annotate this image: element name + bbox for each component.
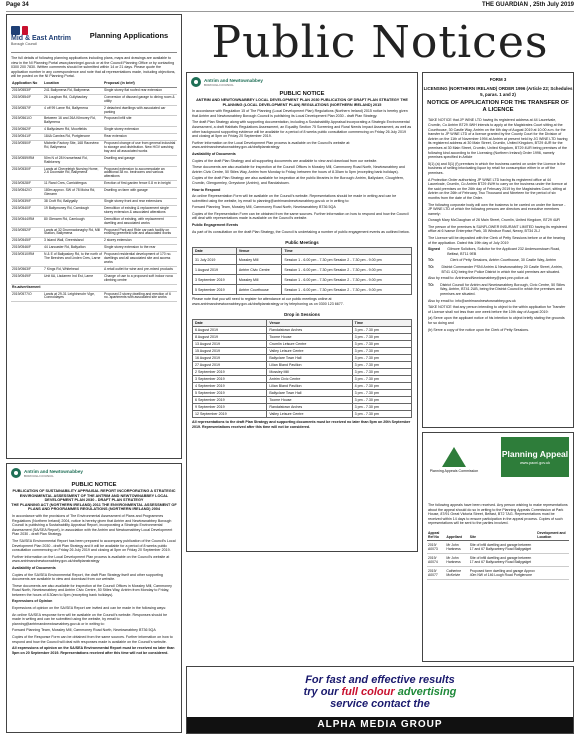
column-header: Site — [469, 530, 536, 541]
table-cell — [536, 553, 569, 566]
sea-logo-sub: BOROUGH COUNCIL — [24, 473, 54, 478]
table-cell: 31 July 2019 — [193, 255, 237, 265]
recipient-2 — [428, 265, 568, 274]
table-cell: 2019/0544/RM — [11, 216, 43, 227]
table-row — [193, 362, 412, 369]
ldp-body — [187, 107, 417, 238]
meetings-title: Public Meetings — [285, 240, 319, 246]
table-cell: Antrim Civic Centre — [267, 376, 352, 383]
table-cell: 2019/0528/F — [11, 181, 43, 188]
right-column — [186, 14, 574, 735]
table-cell: Rear extension — [103, 134, 177, 141]
table-cell: Ballyclare Town Hall — [267, 355, 352, 362]
table-row — [193, 369, 412, 376]
table-cell: 2 detached dwellings with associated car parking — [103, 105, 177, 116]
sea-p1: In accordance with the provisions of The Environmental Assessment of Plans and Programmes Regulations (Northern Ireland) 2004, notice is hereby given that Antrim and Newtownabbey Borough Council is publishing a Sustainability Appraisal Report, incorporating a Strategic Environmental Assessment (SA/SEA Report), in association with the Antrim and Newtownabbey Local Development Plan 2030 - draft Plan Strategy. — [12, 513, 173, 537]
table-row — [11, 188, 177, 199]
column-header: Appeal Ref No — [427, 530, 445, 541]
table-cell: Proposed change of use from general industrial to storage and distribution. New HGV washing bay and all associated works — [103, 141, 177, 156]
table-cell: 16 August 2019 — [193, 355, 267, 362]
table-cell: 180m approx. SW of 78 Moira Rd, Glenarm — [43, 188, 103, 199]
table-cell: 2019/0545/F — [11, 238, 43, 245]
table-cell: Dwelling on farm with garage — [103, 188, 177, 199]
table-cell: Valley Leisure Centre — [267, 348, 352, 355]
signature-block — [428, 247, 568, 256]
licence-p6: The person of the premises is SUNFLOWER INSURANT LIMITED having its registered office at 6 Ivanse Enterprise Park, 35 Windsor Road, Newry, BT34 2LJ — [428, 224, 567, 234]
table-cell: Site of infill dwelling and garage between 17 and 67 Ballycarbery Road Ballygalget — [469, 540, 536, 553]
table-cell: Antrim Civic Centre — [236, 265, 282, 275]
table-cell: Between 16 and 26A Kilmorey Rd, Ballymena — [43, 116, 103, 127]
column-header: Time — [282, 248, 412, 255]
ldp-notice-box — [186, 72, 418, 552]
ldp-p3: Further information on the Local Development Plan process is available on the Council's website at: www.antrimandnewtownabbey.gov.uk/draftplanstrategy — [192, 140, 351, 150]
ldp-closing — [187, 418, 417, 433]
licence-title: NOTICE OF APPLICATION FOR THE TRANSFER OF A LICENCE — [427, 100, 569, 113]
table-row — [193, 411, 412, 418]
table-cell: 2019/0540/F — [11, 205, 43, 216]
table-cell: 3 pm - 7.30 pm — [352, 362, 411, 369]
table-cell: 3 pm - 7.30 pm — [352, 341, 411, 348]
sea-h2: Expressions of Opinion — [12, 599, 53, 604]
table-cell: Lands at Cheveleigh Nursing Home, 2-6 Doonside Rd, Ballymena — [43, 166, 103, 181]
column-header: Application No — [11, 81, 43, 87]
table-cell: Conversion of disused garage to dining room & utility — [103, 94, 177, 105]
table-row — [11, 134, 177, 141]
licence-p12: (b) Serve a copy of the notice upon the Clerk of Petty Sessions. — [428, 327, 530, 332]
table-cell: 3 pm - 7.30 pm — [352, 404, 411, 411]
table-cell: 2019/0542/O — [11, 188, 43, 199]
mea-council-sub: Borough Council — [11, 41, 37, 46]
sea-p8: Forward Planning Team, Mossley Mill, Carnmoney Road North, Newtownabbey BT36 5QA — [12, 628, 156, 633]
table-cell: 5 September 2019 — [193, 390, 267, 397]
advert-brand-bar: ALPHA MEDIA GROUP — [187, 717, 573, 733]
sea-p6: Expressions of opinion on the SA/SEA Report are invited and can be made in the following ways: — [12, 606, 167, 611]
table-cell: 2019/ A0073 — [427, 540, 445, 553]
re-advert-label: Re-advertisement — [11, 284, 177, 291]
sig3-label: TO: — [428, 265, 435, 270]
table-cell: Toome House — [267, 397, 352, 404]
licence-form: FORM 3 — [489, 77, 507, 82]
ldp-p12: All representations to the draft Plan Strategy and supporting documents must be received no later than 5pm on 20th September 2019. Representations received after this time will not be considered. — [192, 420, 411, 430]
pac-notice-box — [422, 432, 574, 662]
table-cell: Single storey extension to the rear — [103, 245, 177, 252]
table-row — [193, 355, 412, 362]
table-cell: Demolition of existing & replacement single storey extension & associated alterations — [103, 205, 177, 216]
licence-p5: Oonagh Mary McClaughan of 26 Main Street, Crumlin, United Kingdom, BT29 4UR — [428, 218, 561, 223]
table-row — [193, 275, 412, 285]
column-header: Development and Location — [536, 530, 569, 541]
table-row — [11, 205, 177, 216]
ldp-h2: How to Respond — [192, 187, 221, 192]
table-row — [193, 383, 412, 390]
table-cell: 2 storey extension — [103, 238, 177, 245]
page-header — [6, 2, 574, 12]
sea-subtitle: PUBLICATION OF SUSTAINABILITY APPRAISAL REPORT INCORPORATING A STRATEGIC ENVIRONMENTAL ASSESSMENT OF THE ANTRIM AND NEWTOWNABBEY LOCAL DEVELOPMENT PLAN 2030 - DRAFT PLAN STRATEGY — [12, 489, 176, 503]
table-row — [11, 155, 177, 166]
pac-badge-url: www.pacni.gov.uk — [519, 460, 551, 465]
table-cell: 2019/0552/F — [11, 227, 43, 238]
column-header: Location — [43, 81, 103, 87]
table-cell: 2019/0554/F — [11, 94, 43, 105]
table-cell: 2019/0550/F — [11, 141, 43, 156]
table-cell: 2019/0510/RM — [11, 252, 43, 267]
drop-title: Drop in Sessions — [284, 312, 320, 318]
table-cell: 241 Ballymena Rd, Ballymena — [43, 87, 103, 94]
sig1-value: Gilmore Solicitors, Solicitor for the Applicant 232 Andersonstown Road, Belfast, BT11 9EB — [447, 247, 561, 256]
table-cell: 13 August 2019 — [193, 341, 267, 348]
table-cell: Lands at 29-31 Leighinmohr Vlge, Connoldayes — [43, 291, 103, 302]
table-cell: 3 pm - 7.30 pm — [352, 369, 411, 376]
table-cell — [536, 566, 569, 579]
table-cell: 2019/0530/F — [11, 166, 43, 181]
table-row — [11, 105, 177, 116]
ldp-p1: In accordance with Regulation 15 of The Planning (Local Development Plan) Regulations (Northern Ireland) 2015 notice is hereby given that Antrim and Newtownabbey Borough Council is publishing its Local Development Plan 2030 - draft Plan Strategy. — [192, 109, 408, 118]
table-cell: 9 September 2019 — [193, 404, 267, 411]
table-cell: Michelin Factory Site, 168 Raceview Rd, Ballymena — [43, 141, 103, 156]
advert-line-3: service contact the — [330, 698, 430, 710]
table-cell: Session 1 - 6.00 pm - 7.30 pm Session 2 - 7.30 pm - 9.00 pm — [282, 275, 412, 285]
table-cell: 1 August 2019 — [193, 265, 237, 275]
table-cell: Proposed Park and Ride car park facility on existing greenfield site and associated works — [103, 227, 177, 238]
sig4-label: TO: — [428, 282, 435, 287]
table-row — [193, 334, 412, 341]
table-cell: 3 Island Wall, Greenisland — [43, 238, 103, 245]
table-row — [193, 265, 412, 275]
table-row — [11, 273, 177, 284]
column-header: Date — [193, 320, 267, 327]
pac-logo — [427, 447, 481, 473]
table-row — [11, 181, 177, 188]
table-cell: A retail outlet for wine and pre-mixed products — [103, 266, 177, 273]
ldp-p2: The draft Plan Strategy along with supporting documentation, including a Sustainability Appraisal incorporating a Strategic Environmental Assessment, a draft Habitats Regulations Assessment, an Equality Section 75 Screening and Rural Needs Impact Assessment, as well as other background supporting evidence will be available for a period of 8 weeks public consultation commencing on Friday 26 July 2019 and closing at 5pm on Friday 20 September 2019. — [192, 120, 412, 139]
sea-logo-name: Antrim and Newtownabbey — [24, 468, 83, 474]
table-cell: Mossley Mill — [236, 255, 282, 265]
table-cell: Erection of first garden fence 0.8 m in height — [103, 181, 177, 188]
table-cell: 44 Lancaster Rd, Ballyalton — [43, 245, 103, 252]
ldp-logo — [187, 73, 417, 89]
table-cell: Antrim Courthouse — [236, 285, 282, 295]
table-cell — [536, 540, 569, 553]
ldp-p6: Copies of the draft Plan Strategy are also available for inspection at the public libraries in the Borough: Antrim, Ballyclare, Cloughfern, Crumlin, Glengormley, Greystone (Antrim), and Randalstown. — [192, 176, 404, 185]
table-cell: Randalstown Arches — [267, 327, 352, 334]
column-header: Time — [352, 320, 411, 327]
licence-p11: (a) Serve upon the applicant notice of his intention to object briefly stating the grounds for so doing and — [428, 316, 565, 325]
pac-intro: The following appeals have been received. Any person wishing to make representations about the appeal should do so in writing to the Planning Appeals Commission at Park House, 87/91 Great Victoria Street, Belfast, BT2 7AG. Representations must be received within 14 days to ensure participation in the appeal process. Copies of such representations will be sent to the parties involved. — [428, 503, 568, 526]
table-cell: 50m N of 28 Knowehead Rd, Rathkenny — [43, 155, 103, 166]
table-row — [11, 199, 177, 206]
sea-p2: The SA/SEA Environmental Report has been prepared to accompany publication of the Council's Local Development Plan 2030 - draft Plan Strategy and it will be available for a period of 8 weeks public consultation commencing on Friday 26 July 2019 and closing at 5pm on Friday 20 September 2019. — [12, 538, 176, 553]
advert-line-2b: full colour — [341, 686, 395, 698]
table-cell: 2019/ A0077 — [427, 566, 445, 579]
table-cell: 2 September 2019 — [193, 369, 267, 376]
sea-h1: Availability of Documents — [12, 565, 56, 570]
table-cell: 12 September 2019 — [193, 411, 267, 418]
table-row — [193, 404, 412, 411]
table-cell: 2019/0546/F — [11, 245, 43, 252]
recipient-3 — [428, 283, 568, 297]
table-cell: 4 Ballyclaven Rd, Moorfields — [43, 127, 103, 134]
table-cell: 2019/0541/F — [11, 134, 43, 141]
table-cell: 5 September 2019 — [193, 285, 237, 295]
sig2-value: Clerk of Petty Sessions, Antrim Courthouse, 30 Castle Way, Antrim — [450, 258, 557, 263]
sea-notice-box — [6, 463, 182, 733]
table-cell: 2019/ A0074 — [427, 553, 445, 566]
table-cell: Crumlin Leisure Centre — [267, 341, 352, 348]
table-row — [193, 285, 412, 295]
table-cell: Proposed 2 storey dwelling and erection of 6 no. apartments with associated site works — [103, 291, 177, 302]
sig3-value: District Commander PSNI Antrim & Newtownabbey 20 Castle Street, Antrim, BT41 4JQ being the Police District in which the said premises are situated. — [441, 265, 563, 274]
ldp-logo-name: Antrim and Newtownabbey — [204, 77, 263, 83]
table-cell: Change of use to a proposed soft indoor nova climbing centre — [103, 273, 177, 284]
table-row — [11, 252, 177, 267]
drop-table — [192, 319, 412, 418]
advert-line-2 — [304, 686, 457, 698]
licence-p10: TAKE NOTICE that any person intending to object to the within application for Transfer of Licence shall not less than one week before the 10th day of August 2019: — [428, 305, 566, 314]
table-cell: 2019/0549/F — [11, 273, 43, 284]
table-row — [193, 376, 412, 383]
paper-date: THE GUARDIAN , 25th July 2019 — [481, 2, 574, 8]
table-cell: 27 August 2019 — [193, 362, 267, 369]
ldp-subtitle: ANTRIM AND NEWTOWNABBEY LOCAL DEVELOPMENT PLAN 2030 PUBLICATION OF DRAFT PLAN STRATEGY THE PLANNING (LOCAL DEVELOPMENT PLAN) REGULATIONS (NORTHERN IRELAND) 2015 — [196, 98, 408, 107]
ldp-logo-sub: BOROUGH COUNCIL — [204, 82, 234, 87]
recipient-1 — [428, 258, 568, 263]
sea-p3: Further information on the Local Development Plan process is available on the Council's website at www.antrimandnewtownabbey.gov.uk/draftplanstrategy — [12, 554, 170, 564]
pac-logo-icon — [442, 447, 466, 467]
table-cell: 3 September 2019 — [193, 376, 267, 383]
table-row — [11, 227, 177, 238]
public-notices-heading: Public Notices — [211, 17, 549, 68]
table-row — [11, 87, 177, 94]
table-cell: 2019/0577/O — [11, 291, 43, 302]
sea-body — [7, 512, 181, 659]
table-cell: 4 pm - 7.30 pm — [352, 383, 411, 390]
mea-intro: The full details of following planning applications including plans, maps and drawings are available to view in the NI Planning Portal www.planningni.gov.uk or at the Council Planning Office or by contacting 0300 200 7830. Written comments should be submitted within 14 or 21 days. Please quote the application number in any correspondence and note that all representations made, including objections, will be posted on the NI Planning Portal. — [11, 56, 176, 79]
table-cell: 8 August 2019 — [193, 334, 267, 341]
table-cell: 3 pm - 7.30 pm — [352, 376, 411, 383]
ldp-p8: Forward Planning Team, Mossley Mill, Carnmoney Road North, Newtownabbey BT36 5QA — [192, 205, 336, 210]
mea-council-name: Mid & East Antrim — [11, 34, 72, 42]
pac-badge — [501, 437, 569, 477]
table-row — [193, 390, 412, 397]
table-cell: Catherine McKelvie — [445, 566, 468, 579]
advert-line-2c: advertising — [394, 686, 457, 698]
re-advert-heading — [11, 284, 177, 291]
licence-order: LICENSING (NORTHERN IRELAND) ORDER 1996 (Article 22; Schedules 5, paras. 1 and 2) — [423, 86, 573, 97]
table-cell: Proposed extension to accommodate an additional 38 no. bedrooms and various alterations — [103, 166, 177, 181]
ldp-p5: These documents are also available for inspection at the Council Offices in Mossley Mill, Carnmoney Road North, Newtownabbey and Antrim Civic Centre, 50 Stiles Way, Antrim from Monday to Friday, between the hours of 8.30am to 5pm (excepting bank holidays). — [192, 165, 405, 174]
sea-title: PUBLIC NOTICE — [71, 482, 117, 488]
ldp-h3: Public Engagement Events — [192, 223, 239, 228]
table-cell: 15 August 2019 — [193, 348, 267, 355]
table-cell: Demolition of existing, with replacement dwelling and associated works — [103, 216, 177, 227]
column-header: Appellant — [445, 530, 468, 541]
table-cell: Proposed farm dwelling and garage Approx 40m NW of 146 Lough Road Portglenone — [469, 566, 536, 579]
table-cell: N & E of Ballyaskey Rd, to the north of The Beeches and Linden Cres, Larne — [43, 252, 103, 267]
licence-p4: The following corporate body will own the business to be carried on under the licence - JP WINE LTD of which the following persons are directors and executive members namely: — [428, 202, 566, 216]
licence-p1: TAKE NOTICE that JP WINE LTD having its registered address at 44 Laurelvale, Crumlin, Co Antrim BT29 4WH intends to apply at the Magistrates Court sitting at the Courthouse, 30 Castle Way, Antrim on the 6th day of August 2019 at 10.00 a.m. for the transfer to JP WINE LTD of a licence granted by the County Court for the Division of Antrim on the 11th of November 1994 at Antrim at present held by JG WINE LTD having its registered address at 30 Main Street, Crumlin, United Kingdom, BT29 4UR for the premises at 30 Main Street, Crumlin, United Kingdom, BT29 4UR being premises of the following kind according to the Licensing (Northern Ireland) Order 1996, namely premises specified in Article — [428, 118, 568, 160]
pac-name: Planning Appeals Commission — [429, 469, 479, 473]
sig4-value: District Council for Antrim and Newtownabbey Borough, Civic Centre, 50 Stiles Way, Antrim, BT41 2UB, being the District Council in which the premises and premises are situated. — [440, 282, 565, 296]
table-row — [427, 566, 569, 579]
table-cell: Proposed infill site — [103, 116, 177, 127]
mea-header — [11, 19, 177, 53]
table-row — [11, 291, 177, 302]
table-row — [427, 540, 569, 553]
table-cell: 6 August 2019 — [193, 327, 267, 334]
table-cell: Single storey front and rear extensions — [103, 199, 177, 206]
table-cell: 3 pm - 7.30 pm — [352, 355, 411, 362]
sig1-label: Signed — [428, 247, 440, 252]
table-cell: 26 Loughan Rd, Cullybackey — [43, 94, 103, 105]
table-row — [11, 216, 177, 227]
sea-subtitle-2: THE PLANNING ACT (NORTHERN IRELAND) 2011 THE ENVIRONMENTAL ASSESSMENT OF PLANS AND PROGRAMMES REGULATIONS (NORTHERN IRELAND) 2004 — [11, 502, 177, 512]
table-cell: Site of infill dwelling and garage between 17 and 67 Ballycarbery Road Ballygalget — [469, 553, 536, 566]
table-cell: Toome House — [267, 334, 352, 341]
table-cell: Mossley Mill — [236, 275, 282, 285]
table-cell: 4 September 2019 — [193, 383, 267, 390]
ldp-p9: Copies of the Representation Form can be obtained from the same sources. Further information on how to respond and how the Council will deal with representations made is available on the Council's website. — [192, 211, 409, 221]
council-logo-icon — [191, 77, 201, 87]
table-cell: 184A Carnlea Rd, Portglenone — [43, 134, 103, 141]
mea-table — [11, 81, 177, 302]
table-row — [11, 238, 177, 245]
column-header: Venue — [236, 248, 282, 255]
table-cell: Randalstown Arches — [267, 404, 352, 411]
table-cell: 6 September 2019 — [193, 397, 267, 404]
pac-table — [427, 530, 569, 580]
table-cell: 4 off 99 Larne Rd, Ballymena — [43, 105, 103, 116]
column-header: Proposal (in brief) — [103, 81, 177, 87]
mea-logo — [11, 26, 81, 46]
table-cell: 2019/0561/O — [11, 116, 43, 127]
table-cell: Proposed residential development of 170 no. dwellings and all associated site and access works — [103, 252, 177, 267]
table-row — [11, 127, 177, 134]
table-cell: Single storey flat roofed rear extension — [103, 87, 177, 94]
meetings-table — [192, 247, 412, 295]
sea-p7: An online SA/SEA response form will be available on the Council's website. Responses should be made in writing and can be submitted using the website, by email to planning@antrimandnewtownabbey.gov.uk or in writing to: — [12, 612, 168, 626]
council-logo-icon — [11, 468, 21, 478]
ldp-p10: As part of its consultation on the draft Plan Strategy, the Council is undertaking a number of public engagement events as outlined below. — [192, 229, 410, 234]
sig2-label: TO: — [428, 258, 435, 263]
licence-p9: Also by email to: info@antrimandnewtownabbey.gov.uk — [428, 298, 516, 303]
licence-body — [423, 116, 573, 336]
table-cell: 3 pm - 7.30 pm — [352, 411, 411, 418]
table-cell: Lands at 32 Drumnadonaghy Rd, Mill Station, Ballymena — [43, 227, 103, 238]
sea-p4: Copies of the SA/SEA Environmental Report, the draft Plan Strategy itself and other supporting documents are available to view and download from our website. — [12, 572, 163, 582]
table-cell: Ballyclare Town Hall — [267, 390, 352, 397]
licence-p7: The Licence will be deposited with the Clerk of Petty Sessions before or at the hearing of the application. Dated this 19th day of July 2019 — [428, 236, 566, 245]
table-row — [11, 141, 177, 156]
left-column — [6, 14, 182, 735]
table-cell: Session 1 - 6.00 pm - 7.30 pm Session 2 - 7.30 pm - 9.00 pm — [282, 285, 412, 295]
licence-p3: A Protection Order authorising JP WINE LTD having its registered office at 44 Laurelvale, Crumlin, Co Antrim BT29 4WH to carry on the business under the licence at the said premises on the 26th day of February 2019 by the Magistrates Court, sitting at Antrim on the 26th of February, Two Thousand and Nineteen for the period of six months from the date of the Order. — [428, 177, 567, 200]
table-cell: Session 1 - 6.00 pm - 7.30 pm Session 2 - 7.30 pm - 9.00 pm — [282, 265, 412, 275]
ldp-p4: Copies of the draft Plan Strategy and all supporting documents are available to view and download from our website. — [192, 158, 378, 163]
table-row — [193, 397, 412, 404]
table-cell: Valley Leisure Centre — [267, 411, 352, 418]
licence-p8: Also by email to: AntrimandNewtownabbey@psni.pnn.police.uk — [428, 276, 529, 281]
table-row — [11, 245, 177, 252]
table-cell: Unit 6A, Lisdarren Ind Est, Larne — [43, 273, 103, 284]
ldp-p7: An online Representation Form will be available on the Council's website. Representations should be made in writing and can be submitted using the website, by email to planning@antrimandnewtownabbey.gov.uk or in writing to: — [192, 194, 397, 203]
ldp-register — [187, 295, 417, 310]
table-row — [11, 94, 177, 105]
table-cell: Single storey extension — [103, 127, 177, 134]
ldp-p11: Please note that you will need to register for attendance at our public meetings online at www.antrimandnewtownabbey.gov.uk/draftplanstrategy or by telephoning us on 0300 123 6677. — [192, 297, 344, 306]
advert-line-2a: try our — [303, 686, 342, 698]
table-cell: Dwelling and garage — [103, 155, 177, 166]
table-cell: 2019/0557/F — [11, 105, 43, 116]
table-row — [193, 341, 412, 348]
table-cell: Mossley Mill — [267, 369, 352, 376]
table-cell: Mr John Harkness — [445, 540, 468, 553]
table-cell: 7 Kings Rd, Whitehead — [43, 266, 103, 273]
table-cell: 3 pm - 7.30 pm — [352, 397, 411, 404]
column-header: Date — [193, 248, 237, 255]
table-row — [11, 166, 177, 181]
table-cell: 3 pm - 7.30 pm — [352, 327, 411, 334]
table-row — [11, 116, 177, 127]
table-cell: 3 September 2019 — [193, 275, 237, 285]
table-row — [193, 327, 412, 334]
table-cell: Mr John Harkness — [445, 553, 468, 566]
table-cell: 3 pm - 7.30 pm — [352, 390, 411, 397]
sea-p9: Copies of the Response Form can be obtained from the same sources. Further information on how to respond and how the Council will deal with responses made is available on the Council's website. — [12, 635, 173, 644]
sea-p5: These documents are also available for inspection at the Council Offices in Mossley Mill, Carnmoney Road North, Newtownabbey and Antrim Civic Centre, 50 Stiles Way, Antrim from Monday to Friday, between the hours of 8.30am to 5pm (excepting bank holidays). — [12, 583, 172, 597]
table-cell: 2019/0562/F — [11, 127, 43, 134]
sea-p10: All expressions of opinion on the SA/SEA Environmental Report must be received no later than 5pm on 20 September 2019. Representations received after this time will not be considered. — [12, 646, 175, 655]
table-cell: 80 Glenarm Rd, Carnlough — [43, 216, 103, 227]
table-cell: Lilian Bland Pavilion — [267, 383, 352, 390]
advert-line-1: For fast and effective results — [305, 674, 455, 686]
table-cell: Lilian Bland Pavilion — [267, 362, 352, 369]
table-cell: 2019/0563/F — [11, 266, 43, 273]
table-cell: 3 pm - 7.30 pm — [352, 348, 411, 355]
page-number: Page 34 — [6, 2, 29, 8]
mea-logo-mark-icon — [11, 26, 81, 35]
ldp-title: PUBLIC NOTICE — [279, 91, 325, 97]
table-row — [11, 266, 177, 273]
table-row — [193, 255, 412, 265]
table-cell: 2019/0559/RM — [11, 155, 43, 166]
table-cell: 19 Ballymoney Rd, Carnlough — [43, 205, 103, 216]
ldp-h1: Availability of Documents — [192, 151, 236, 156]
table-cell: 11 Rand Cres, Carrickfergus — [43, 181, 103, 188]
alpha-media-advert — [186, 666, 574, 734]
pac-badge-title: Planning Appeal — [501, 448, 569, 459]
table-cell: 2019/0539/F — [11, 199, 43, 206]
mea-planning-box — [6, 14, 182, 459]
table-cell: 2019/0553/F — [11, 87, 43, 94]
table-cell: Session 1 - 6.00 pm - 7.30 pm Session 2 - 7.30 pm - 9.00 pm — [282, 255, 412, 265]
sea-logo — [7, 464, 181, 480]
table-cell: 3 pm - 7.30 pm — [352, 334, 411, 341]
mea-title: Planning Applications — [89, 31, 169, 40]
licence-p2: 5(1) (a) and 5(1) (f) premises in which the business carried on under the Licence is the business of selling intoxicating liquor by retail for consumption either in or off the premises. — [428, 161, 566, 175]
licence-notice-box — [422, 72, 574, 428]
table-row — [193, 348, 412, 355]
table-cell: 38 Croft Rd, Ballygally — [43, 199, 103, 206]
table-row — [427, 553, 569, 566]
column-header: Venue — [267, 320, 352, 327]
